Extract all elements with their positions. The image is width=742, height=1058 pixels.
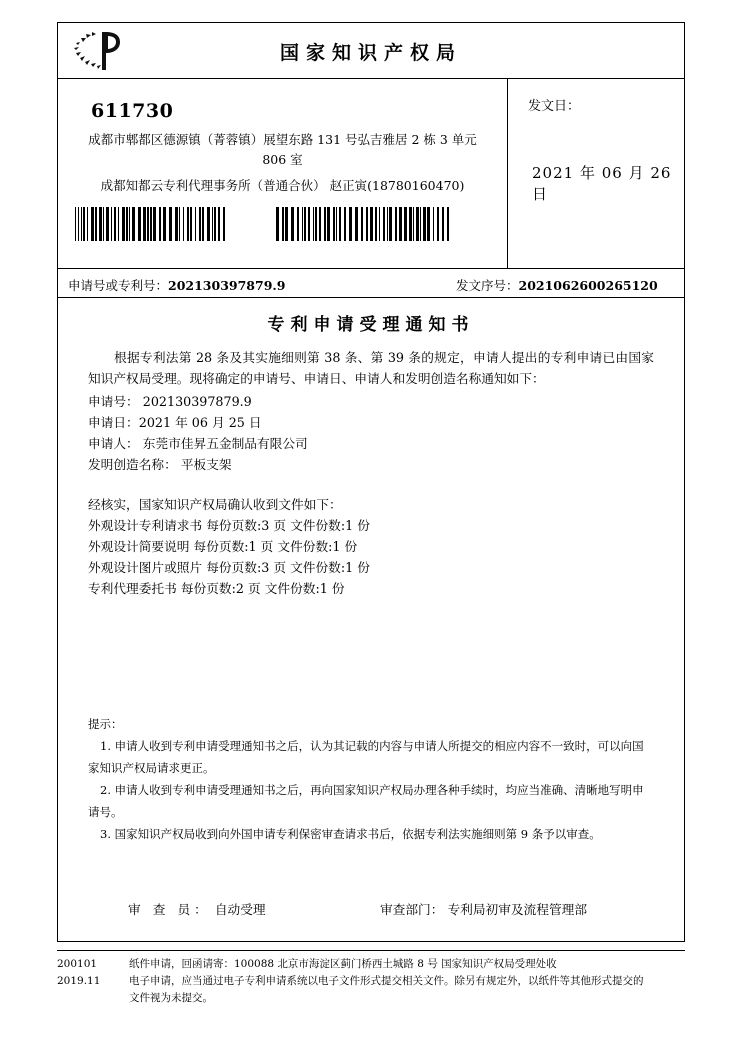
notes-list (88, 735, 654, 845)
department-value: 专利局初审及流程管理部 (447, 902, 588, 917)
barcode-serial-number (276, 207, 452, 241)
footer-line-1: 纸件申请，回函请寄：100088 北京市海淀区蓟门桥西土城路 8 号 国家知识产权局受理处收 (129, 958, 557, 970)
document-header (58, 23, 684, 79)
note-item: 2. 申请人收到专利申请受理通知书之后，再向国家知识产权局办理各种手续时，均应当准确、清晰地写明申请号。 (88, 783, 644, 819)
received-document-item: 外观设计专利请求书 每份页数:3 页 文件份数:1 份 (88, 518, 370, 533)
issue-date-label: 发文日： (528, 99, 581, 114)
recipient-address (76, 130, 489, 170)
footer-line-3: 文件视为未提交。 (129, 992, 213, 1004)
note-item (88, 735, 654, 779)
notes-section (88, 713, 654, 845)
barcode-application-number (75, 207, 227, 241)
document-frame (57, 22, 685, 942)
address-panel (58, 79, 508, 268)
serial-number-value: 2021062600265120 (518, 278, 658, 293)
examiner-field (128, 899, 266, 918)
address-line-2: 806 室 (262, 152, 303, 167)
spacer (58, 475, 684, 492)
examiner-label: 审 查 员： (128, 902, 211, 917)
department-field (380, 899, 587, 918)
footer-code-1: 200101 (57, 958, 98, 970)
footer-code-2: 2019.11 (57, 975, 101, 987)
address-line-1: 成都市郫都区德源镇（菁蓉镇）展望东路 131 号弘吉雅居 2 栋 3 单元 (88, 132, 477, 147)
notes-heading: 提示： (88, 717, 123, 731)
issue-date-panel (508, 79, 684, 268)
field-application-number: 申请号： 202130397879.9 (88, 394, 252, 409)
notice-title: 专利申请受理通知书 (267, 315, 475, 335)
field-application-date: 申请日：2021 年 06 月 25 日 (88, 415, 262, 430)
field-applicant: 申请人： 东莞市佳昇五金制品有限公司 (88, 436, 308, 451)
agent-line: 成都知都云专利代理事务所（普通合伙） 赵正寅(18780160470) (100, 178, 465, 193)
received-confirm-line: 经核实，国家知识产权局确认收到文件如下： (88, 497, 342, 512)
numbers-row (58, 269, 684, 298)
document-body (58, 310, 684, 599)
footer-line-2: 电子申请，应当通过电子专利申请系统以电子文件形式提交相关文件。除另有规定外，以纸件等其他形式提交的 (129, 975, 644, 987)
document-number: 611730 (91, 100, 174, 122)
page-title: 国家知识产权局 (279, 42, 462, 64)
application-number-label: 申请号或专利号： (68, 278, 169, 293)
issue-date-value: 2021 年 06 月 26 日 (532, 164, 672, 203)
notice-paragraph: 根据专利法第 28 条及其实施细则第 38 条、第 39 条的规定，申请人提出的专利申请已由国家知识产权局受理。现将确定的申请号、申请日、申请人和发明创造名称通知如下： (88, 350, 654, 386)
application-fields (88, 391, 654, 475)
serial-number-field (456, 276, 658, 294)
footer-text (129, 956, 685, 1007)
department-label: 审查部门： (380, 902, 444, 917)
barcode-group (58, 207, 508, 247)
serial-number-label: 发文序号： (456, 278, 519, 293)
application-number-value: 202130397879.9 (168, 278, 286, 293)
field-invention-name: 发明创造名称： 平板支架 (88, 457, 232, 472)
received-document-item: 专利代理委托书 每份页数:2 页 文件份数:1 份 (88, 581, 345, 596)
received-document-item: 外观设计简要说明 每份页数:1 页 文件份数:1 份 (88, 539, 358, 554)
received-document-item: 外观设计图片或照片 每份页数:3 页 文件份数:1 份 (88, 560, 370, 575)
address-date-block (58, 79, 684, 269)
footer-codes (57, 956, 127, 990)
note-item: 3. 国家知识产权局收到向外国申请专利保密审查请求书后，依据专利法实施细则第 9 条予以审查。 (100, 827, 601, 841)
received-documents (88, 494, 654, 599)
application-number-field (68, 276, 285, 294)
note-item-text: 1. 申请人收到专利申请受理通知书之后，认为其记载的内容与申请人所提交的相应内容不一致时，可以向国家知识产权局请求更正。 (88, 739, 644, 775)
examiner-value: 自动受理 (214, 902, 266, 917)
footer-divider (57, 950, 685, 951)
